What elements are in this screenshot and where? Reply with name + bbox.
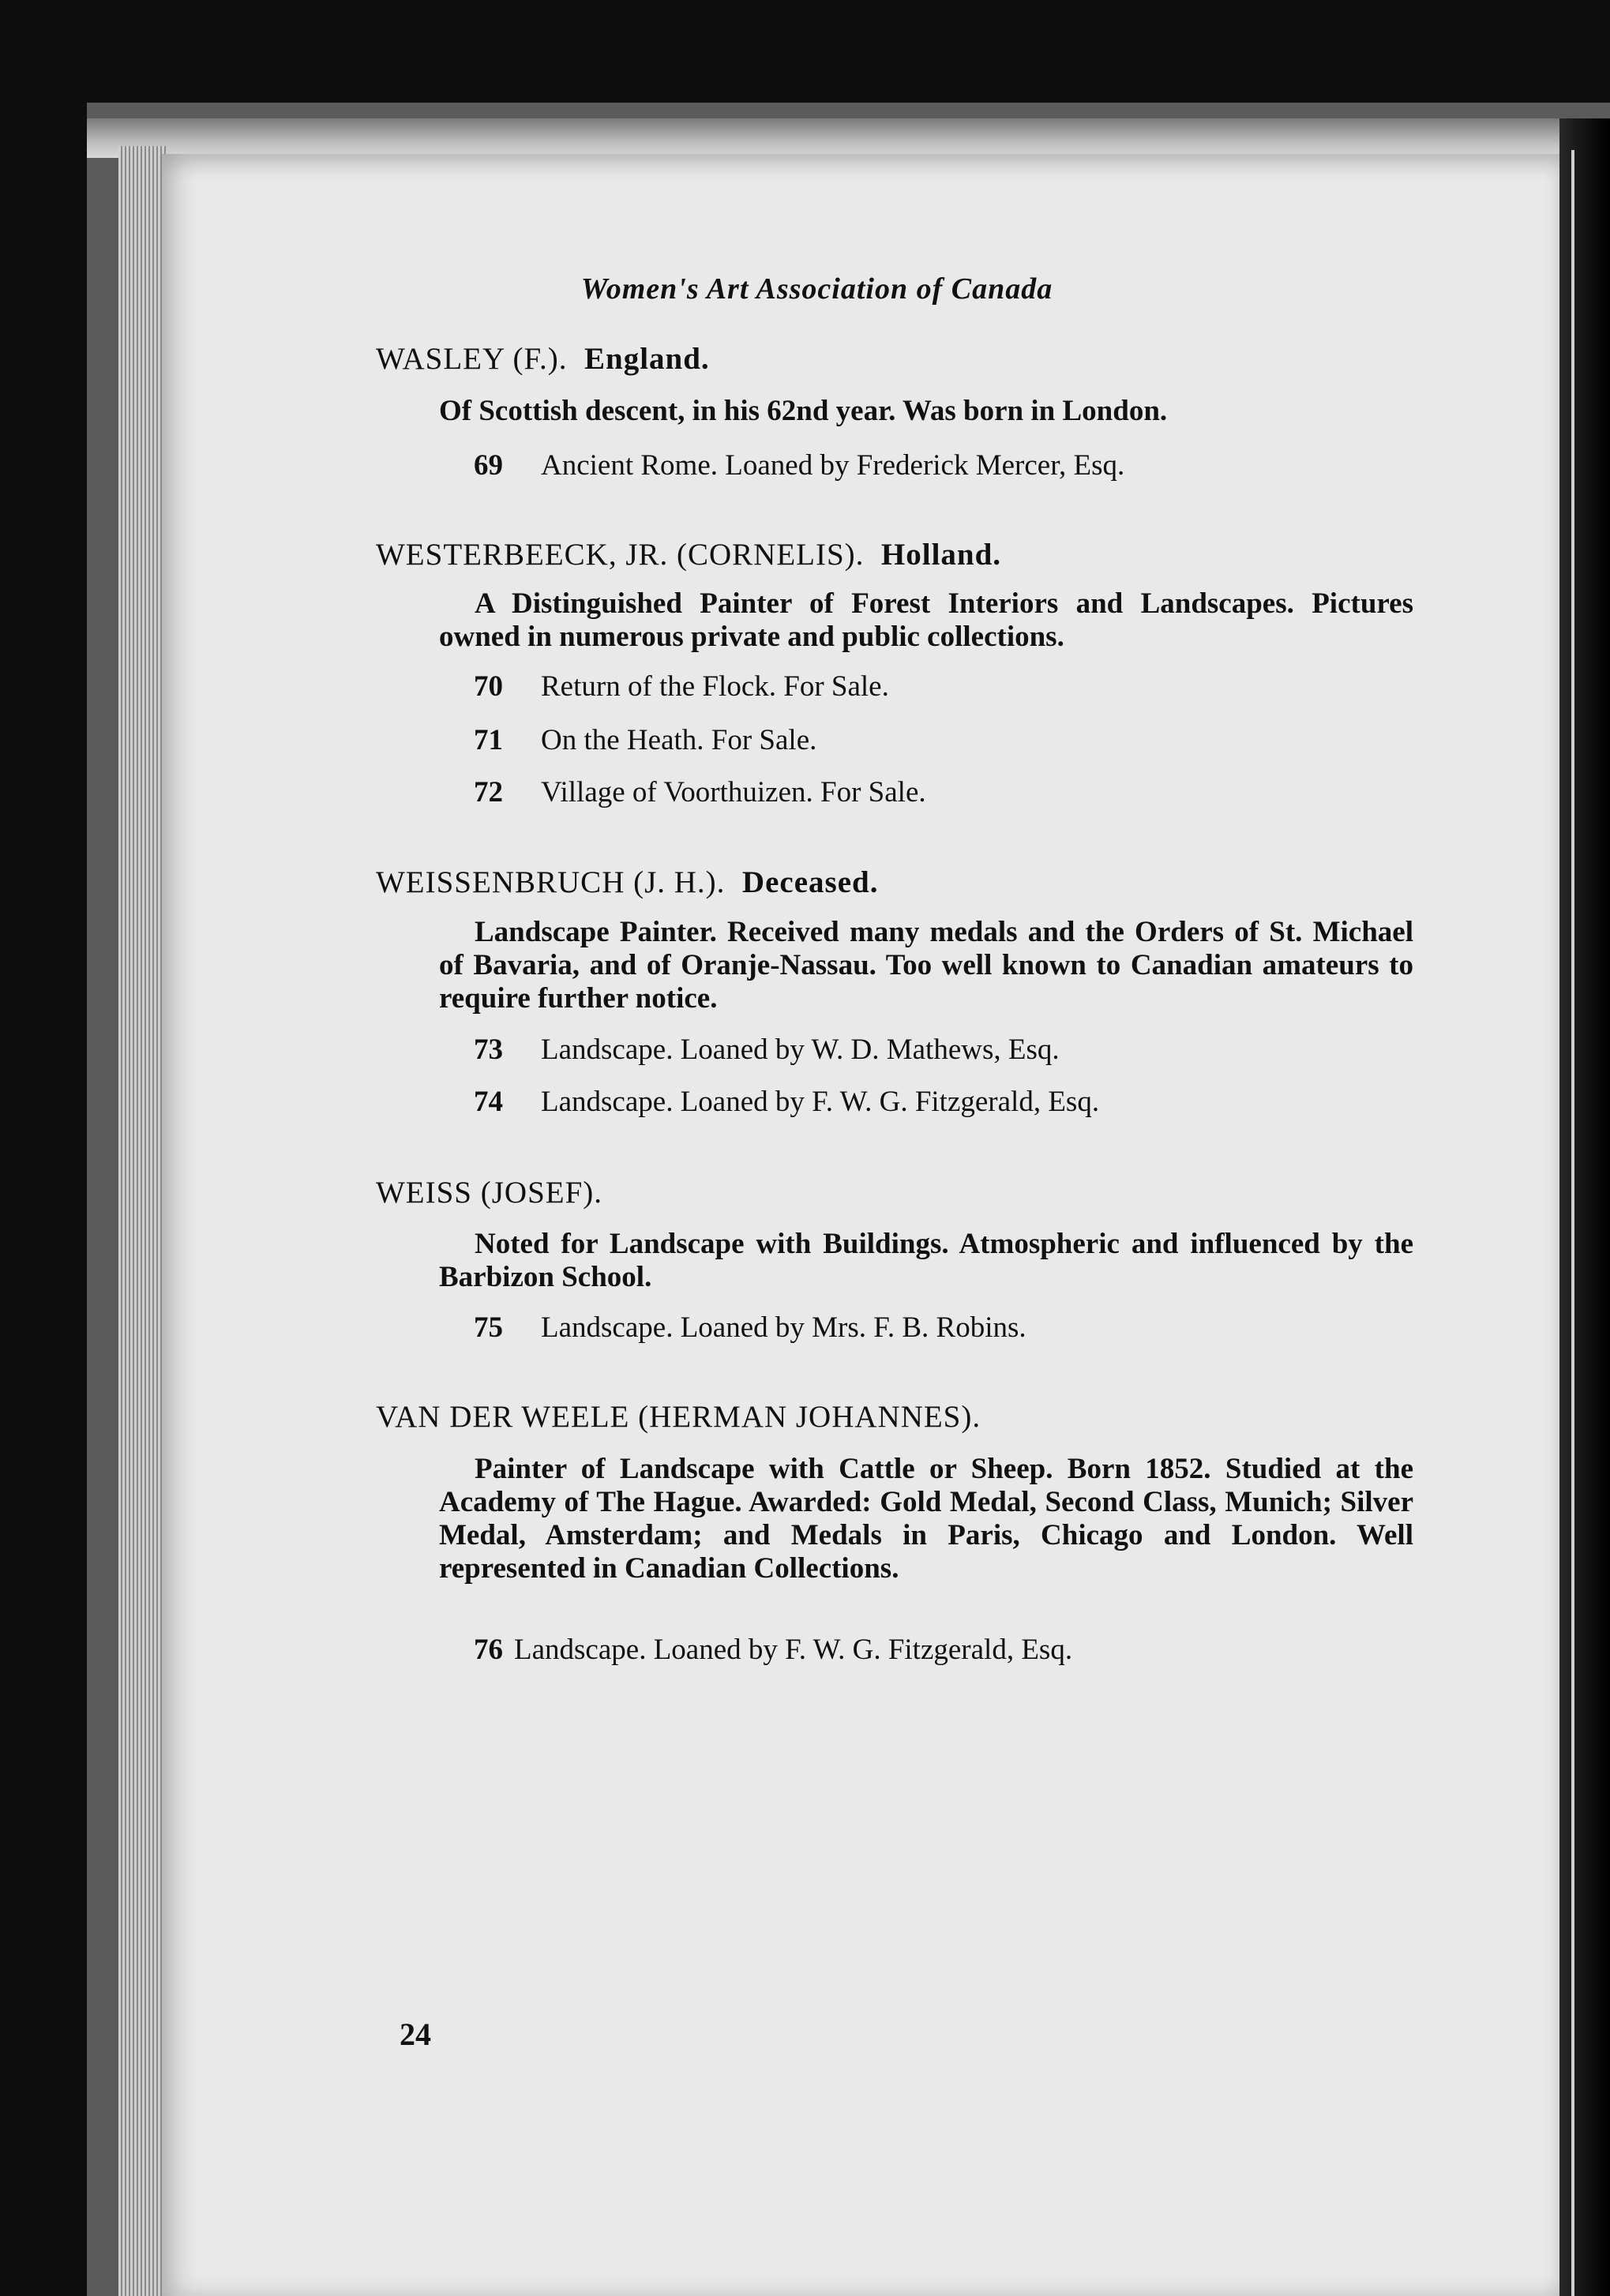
work-item (474, 1633, 1072, 1667)
artist-name: WEISS (JOSEF). (376, 1176, 603, 1210)
artist-name: WESTERBEECK, JR. (CORNELIS). (376, 538, 865, 572)
work-number: 71 (474, 724, 503, 756)
artist-heading (376, 865, 878, 900)
work-number: 74 (474, 1086, 503, 1118)
work-text: Village of Voorthuizen. For Sale. (541, 776, 926, 808)
work-item (474, 775, 926, 809)
artist-location: England. (584, 342, 710, 376)
work-item (474, 670, 889, 703)
work-text: Ancient Rome. Loaned by Frederick Mercer, Esq. (541, 449, 1125, 482)
artist-name: WASLEY (F.). (376, 342, 568, 376)
work-text: On the Heath. For Sale. (541, 724, 817, 756)
work-item (474, 448, 1124, 482)
artist-heading (376, 537, 1001, 572)
work-number: 72 (474, 776, 503, 808)
work-number: 70 (474, 670, 503, 703)
work-text: Return of the Flock. For Sale. (541, 670, 889, 703)
artist-location: Deceased. (741, 865, 879, 899)
artist-name: WEISSENBRUCH (J. H.). (376, 865, 726, 899)
artist-description: Landscape Painter. Received many medals and the Orders of St. Michael of Bavaria, and of Oranje-Nassau. Too well known to Canadian amateurs to require further notice. (439, 916, 1413, 1015)
work-text: Landscape. Loaned by F. W. G. Fitzgerald, Esq. (514, 1634, 1073, 1666)
work-item (474, 723, 816, 757)
artist-description: A Distinguished Painter of Forest Interiors and Landscapes. Pictures owned in numerous private and public collections. (439, 587, 1413, 653)
artist-location: Holland. (880, 538, 1002, 572)
artist-description: Painter of Landscape with Cattle or Sheep. Born 1852. Studied at the Academy of The Hague. Awarded: Gold Medal, Second Class, Munich; Silver Medal, Amsterdam; and Medals in Paris, Chicago and London. Well represented in Canadian Collections. (439, 1453, 1413, 1585)
work-number: 73 (474, 1034, 503, 1066)
work-number: 75 (474, 1311, 503, 1344)
work-text: Landscape. Loaned by W. D. Mathews, Esq. (541, 1034, 1060, 1066)
artist-heading (376, 1175, 602, 1210)
work-item (474, 1085, 1099, 1119)
work-text: Landscape. Loaned by Mrs. F. B. Robins. (541, 1311, 1026, 1344)
page-number: 24 (400, 2017, 431, 2052)
artist-name: VAN DER WEELE (HERMAN JOHANNES). (376, 1400, 981, 1434)
work-text: Landscape. Loaned by F. W. G. Fitzgerald, Esq. (541, 1086, 1100, 1118)
artist-description: Of Scottish descent, in his 62nd year. Was born in London. (439, 395, 1168, 427)
work-item (474, 1033, 1060, 1067)
artist-heading (376, 1399, 981, 1435)
artist-heading (376, 341, 710, 377)
work-number: 69 (474, 449, 503, 482)
work-number: 76 (474, 1634, 503, 1666)
artist-description: Noted for Landscape with Buildings. Atmospheric and influenced by the Barbizon School. (439, 1228, 1413, 1293)
running-header: Women's Art Association of Canada (580, 272, 1053, 306)
work-item (474, 1311, 1026, 1345)
